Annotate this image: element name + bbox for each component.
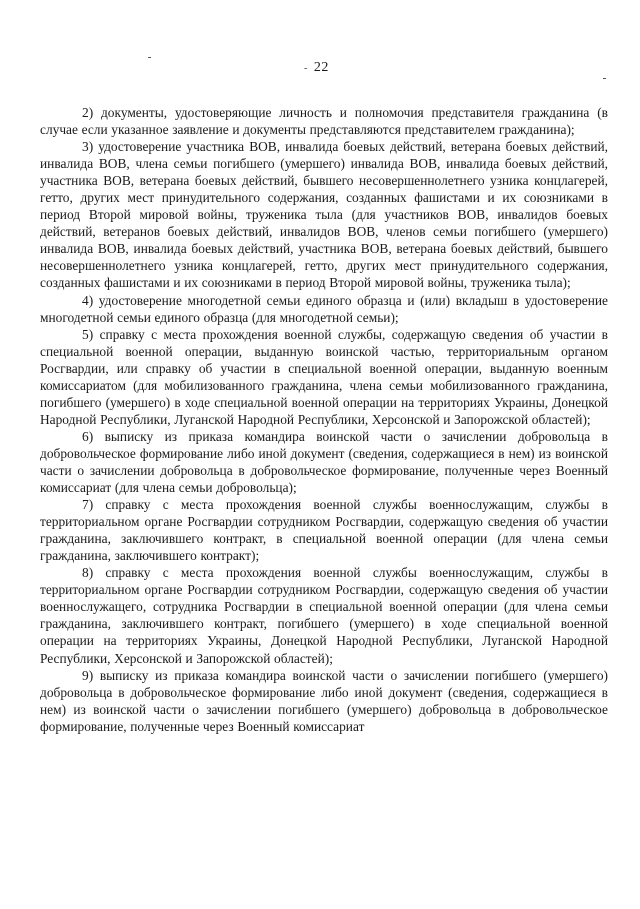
list-item-8: 8) справку с места прохождения военной службы военнослужащим, службы в территориальном органе Росгвардии сотрудником Росгвардии, содержащую сведения об участии военнослужащего, сотрудника Росгвардии в специальной военной операции (для члена семьи гражданина, заключившего контракт, погибшего (умершего) в ходе специальной военной операции на территориях Украины, Донецкой Народной Республики, Луганской Народной Республики, Херсонской и Запорожской областей);: [40, 565, 608, 666]
document-body: [40, 104, 608, 735]
list-item-9: 9) выписку из приказа командира воинской части о зачислении погибшего (умершего) добровольца в добровольческое формирование либо иной документ (сведения, содержащиеся в нем) из воинской части о зачислении погибшего (умершего) добровольца в добровольческое формирование, полученные через Военный комиссариат: [40, 667, 608, 734]
scan-speck: [603, 78, 606, 79]
list-item-7: 7) справку с места прохождения военной службы военнослужащим, службы в территориальном органе Росгвардии сотрудником Росгвардии, содержащую сведения об участии гражданина, заключившего контракт, в специальной военной операции (для члена семьи гражданина, заключившего контракт);: [40, 497, 608, 564]
list-item-6: 6) выписку из приказа командира воинской части о зачислении добровольца в добровольческое формирование либо иной документ (сведения, содержащиеся в нем) из воинской части о зачислении добровольца в добровольческое формирование, полученные через Военный комиссариат (для члена семьи добровольца);: [40, 428, 608, 496]
list-item-4: 4) удостоверение многодетной семьи единого образца и (или) вкладыш в удостоверение многодетной семьи единого образца (для многодетной семьи);: [40, 292, 608, 325]
page-number-value: 22: [313, 60, 329, 75]
scan-speck: [148, 57, 151, 58]
list-item-2: 2) документы, удостоверяющие личность и полномочия представителя гражданина (в случае если указанное заявление и документы представляются представителем гражданина);: [40, 105, 608, 138]
list-item-3: 3) удостоверение участника ВОВ, инвалида боевых действий, ветерана боевых действий, инвалида ВОВ, члена семьи погибшего (умершего) инвалида ВОВ, инвалида боевых действий, участника ВОВ, ветерана боевых действий, бывшего несовершеннолетнего узника концлагерей, гетто, других мест принудительного содержания, созданных фашистами и их союзниками в период Второй мировой войны, труженика тыла (для участников ВОВ, инвалидов боевых действий, ветеранов боевых действий, инвалидов ВОВ, членов семьи погибшего (умершего) инвалида ВОВ, инвалида боевых действий, участника ВОВ, ветерана боевых действий, бывшего несовершеннолетнего узника концлагерей, гетто, других мест принудительного содержания, созданных фашистами и их союзниками в период Второй мировой войны, труженика тыла);: [40, 139, 608, 291]
page-number-dash: -: [304, 63, 308, 74]
list-item-5: 5) справку с места прохождения военной службы, содержащую сведения об участии в специальной военной операции, выданную воинской частью, территориальным органом Росгвардии, или справку об участии в специальной военной операции, выданную военным комиссариатом (для мобилизованного гражданина, члена семьи мобилизованного гражданина, погибшего (умершего) в ходе специальной военной операции на территориях Украины, Донецкой Народной Республики, Луганской Народной Республики, Херсонской и Запорожской областей);: [40, 326, 608, 427]
page-number: [304, 60, 329, 76]
